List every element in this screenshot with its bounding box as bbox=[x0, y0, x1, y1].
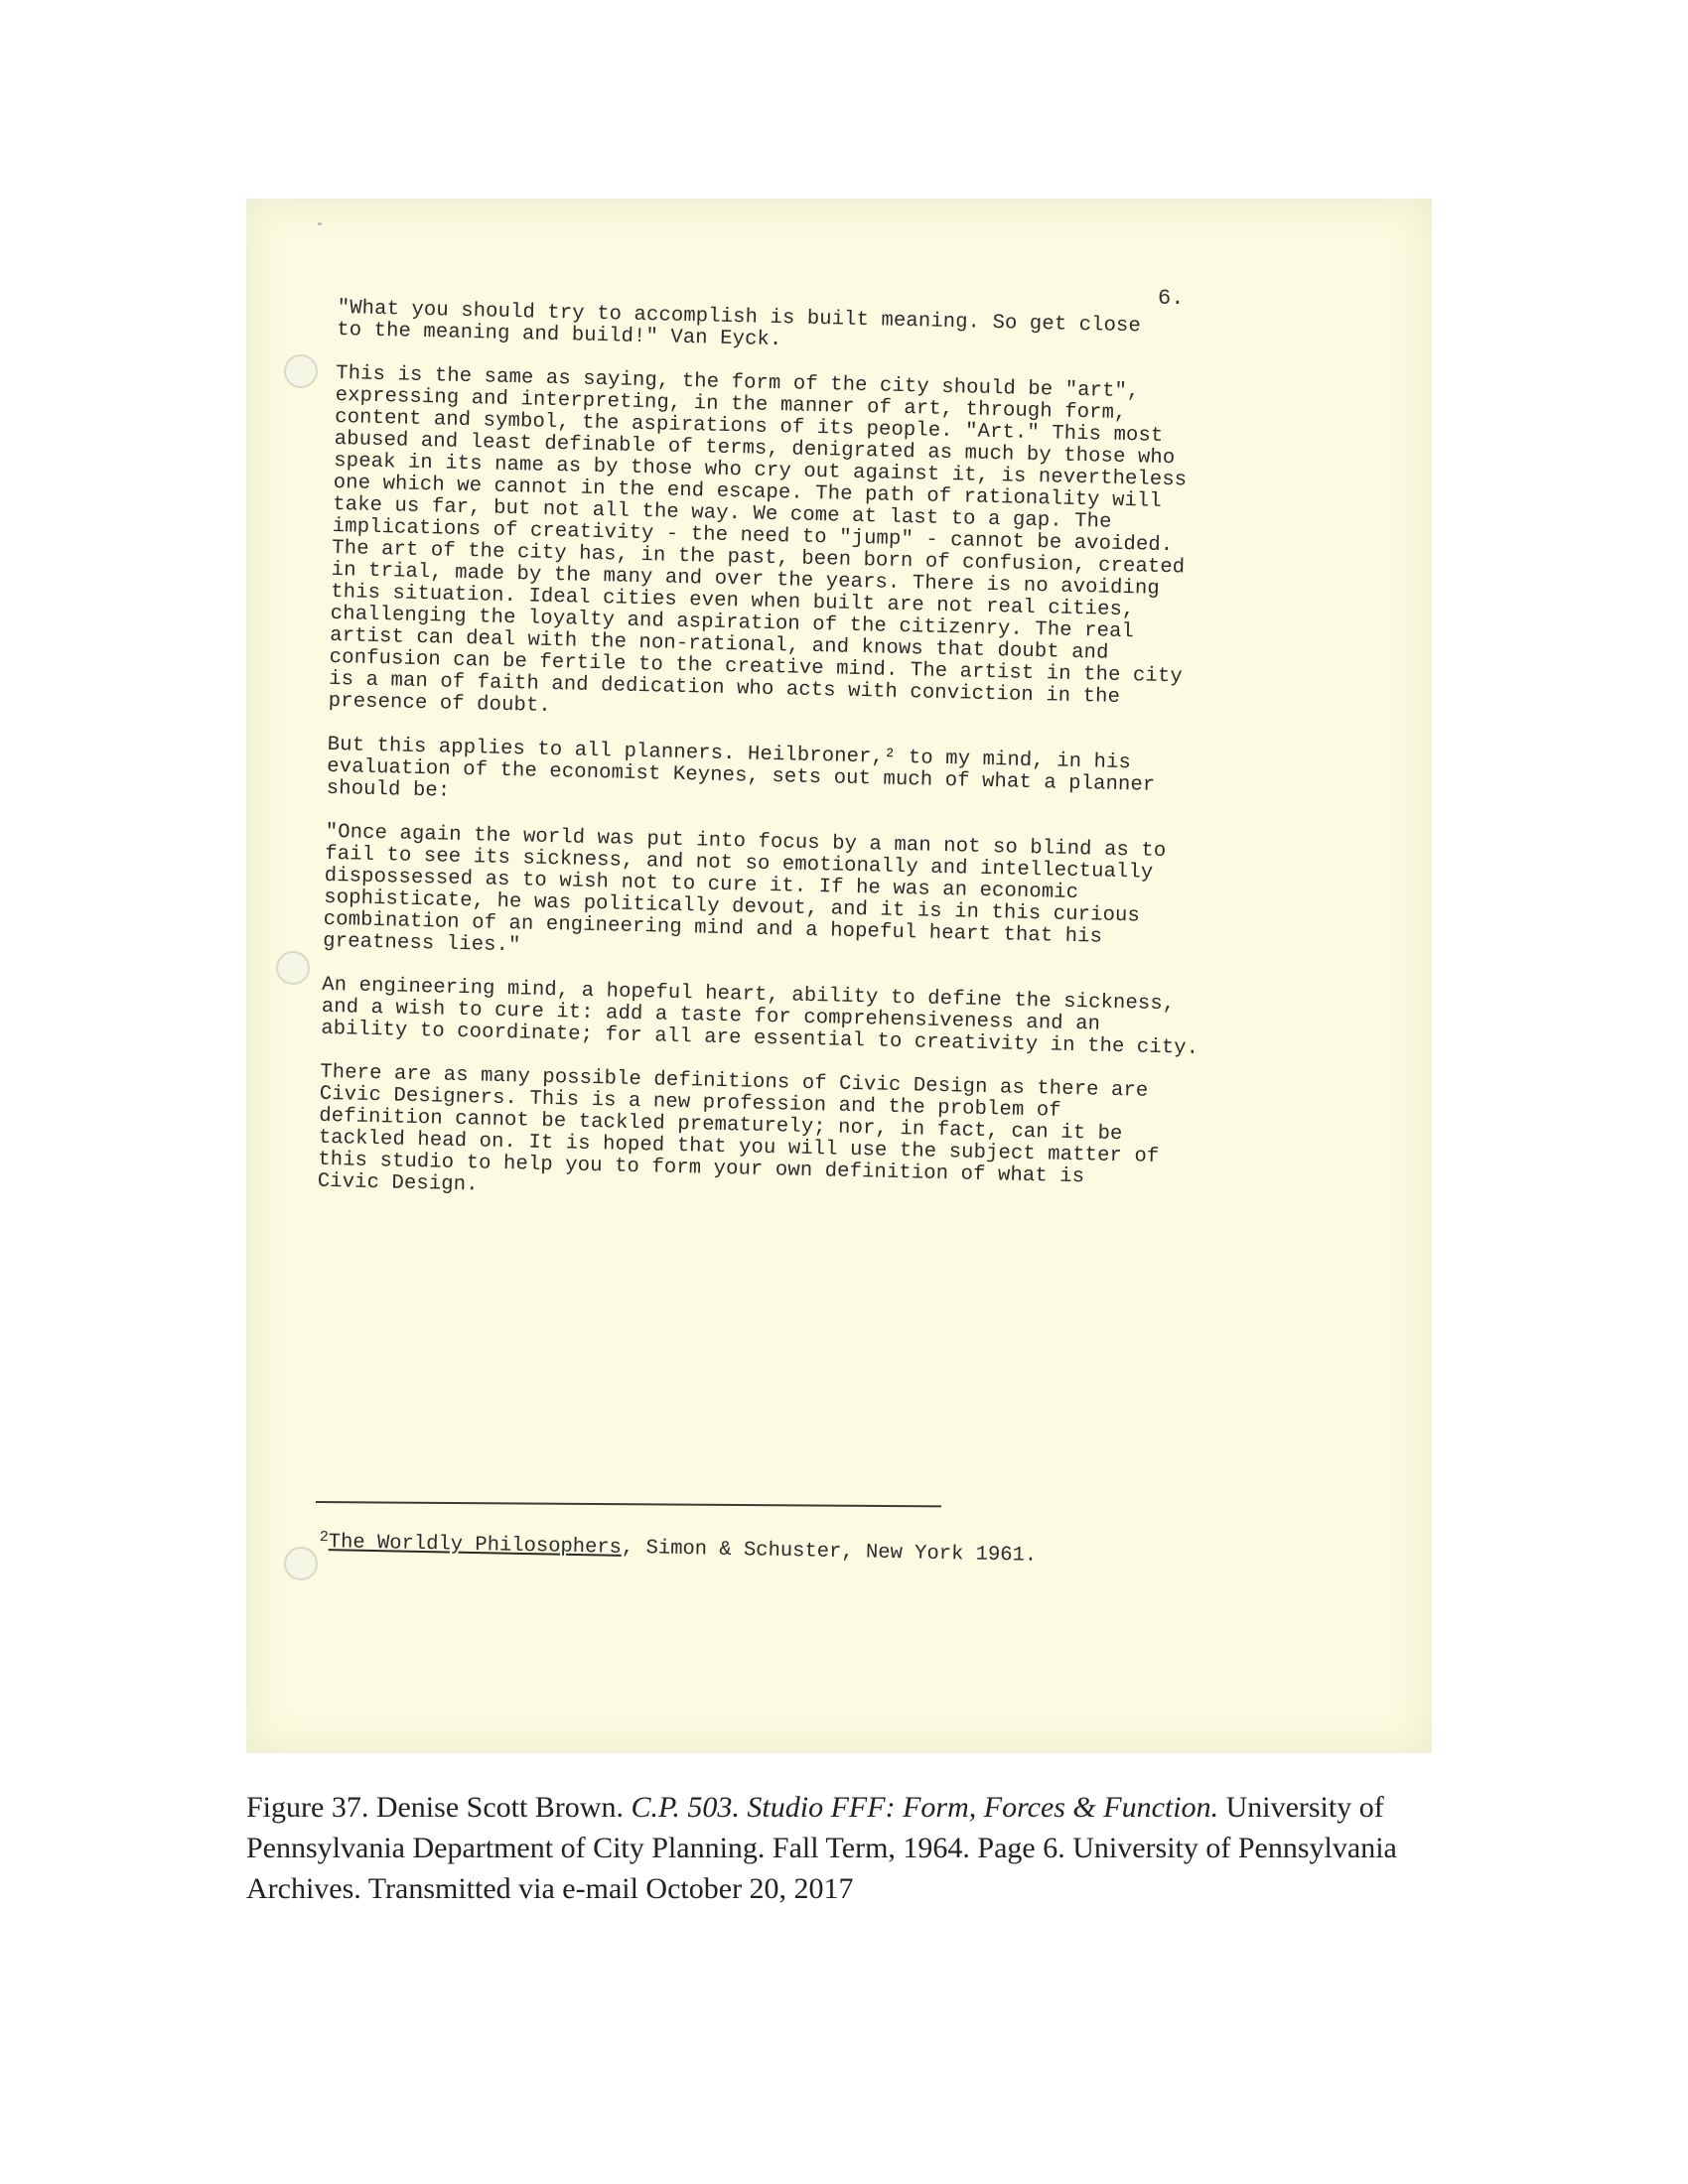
footnote-rest: , Simon & Schuster, New York 1961. bbox=[621, 1536, 1038, 1568]
paragraph-engineering-mind: An engineering mind, a hopeful heart, ability to define the sickness, and a wish to cure it: add a taste for comprehensiveness and an ability to coordinate; for all are essential to creativity in the city. bbox=[321, 973, 1199, 1060]
caption-prefix: Figure 37. Denise Scott Brown. bbox=[246, 1791, 632, 1824]
paper-speck bbox=[318, 222, 322, 225]
paragraph-planners: But this applies to all planners. Heilbroner,² to my mind, in his evaluation of the economist Keynes, sets out much of what a planner should be: bbox=[326, 733, 1156, 803]
footnote-title: The Worldly Philosophers bbox=[328, 1531, 623, 1560]
paragraph-civic-design: There are as many possible definitions of Civic Design as there are Civic Designers. This is a new profession and the problem of definition cannot be tackled prematurely; nor, in fact, can it be tackled head on. It is hoped that you will use the subject matter of this studio to help you to form your own definition of what is Civic Design. bbox=[317, 1060, 1160, 1197]
figure-caption bbox=[246, 1787, 1438, 1909]
footnote-rule bbox=[316, 1501, 941, 1507]
footnote bbox=[320, 1529, 1038, 1568]
scanned-page bbox=[246, 199, 1432, 1753]
typed-text bbox=[317, 298, 1331, 1237]
footnote-marker: 2 bbox=[319, 1529, 330, 1547]
caption-suffix: University of Pennsylvania Department of City Planning. Fall Term, 1964. Page 6. University of Pennsylvania Archives. Transmitted via e-mail October 20, 2017 bbox=[246, 1791, 1397, 1905]
punch-hole-middle bbox=[276, 951, 310, 985]
punch-hole-bottom bbox=[284, 1547, 318, 1580]
punch-hole-top bbox=[284, 354, 318, 388]
page-number: 6. bbox=[1158, 286, 1185, 311]
caption-italic: C.P. 503. Studio FFF: Form, Forces & Function. bbox=[631, 1791, 1219, 1824]
paragraph-keynes-quote: "Once again the world was put into focus by a man not so blind as to fail to see its sickness, and not so emotionally and intellectually dispossessed as to wish not to cure it. If he was an economic sophisticate, he was politically devout, and it is in this curious combination of an engineering mind and a hopeful heart that his greatness lies." bbox=[323, 820, 1167, 958]
paragraph-art: This is the same as saying, the form of the city should be "art", expressing and interpreting, in the manner of art, through form, content and symbol, the aspirations of its people. "Art." This most abused and least definable of terms, denigrated as much by those who speak in its name as by those who cry out against it, is nevertheless one which we cannot in the end escape. The path of rationality will take us far, but not all the way. We come at last to a gap. The implications of creativity - the need to "jump" - cannot be avoided. The art of the city has, in the past, been born of confusion, created in trial, made by the many and over the years. There is no avoiding this situation. Ideal cities even when built are not real cities, challenging the loyalty and aspiration of the citizenry. The real artist can deal with the non-rational, and knows that doubt and confusion can be fertile to the creative mind. The artist in the city is a man of faith and dedication who acts with conviction in the presence of doubt. bbox=[328, 361, 1188, 718]
paragraph-quote-van-eyck: "What you should try to accomplish is built meaning. So get close to the meaning and build!" Van Eyck. bbox=[337, 297, 1142, 352]
